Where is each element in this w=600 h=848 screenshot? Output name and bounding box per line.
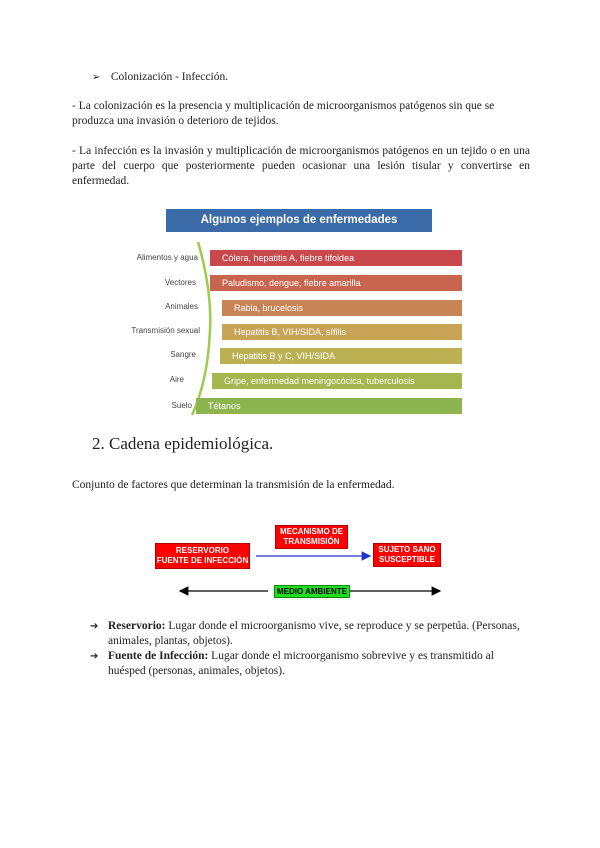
disease-bar: Paludismo, dengue, fiebre amarilla	[210, 275, 462, 291]
disease-bar: Gripe, enfermedad meningocócica, tuberculosis	[212, 373, 462, 389]
reservoir-box	[155, 543, 250, 569]
environment-box: MEDIO AMBIENTE	[274, 585, 350, 598]
mechanism-label-1: MECANISMO DE	[279, 527, 344, 536]
category-label: Transmisión sexual	[131, 326, 200, 335]
source-text: Lugar donde el microorganismo sobrevive y es transmitido al huésped (personas, animales, objetos).	[108, 650, 494, 677]
section-intro: Conjunto de factores que determinan la transmisión de la enfermedad.	[72, 479, 395, 491]
disease-bar: Hepatitis B, VIH/SIDA, sífilis	[222, 324, 462, 340]
mechanism-box	[275, 525, 348, 549]
reservoir-definition	[90, 619, 530, 649]
subject-box	[373, 543, 441, 567]
colonization-paragraph: - La colonización es la presencia y multiplicación de microorganismos patógenos sin que se produzca una invasión o deterioro de tejidos.	[72, 100, 495, 127]
source-definition	[90, 649, 530, 679]
bullet-arrow-icon: ➢	[92, 72, 101, 83]
category-label: Animales	[165, 302, 198, 311]
category-label: Aire	[169, 375, 184, 384]
disease-bar: Hepatitis B y C, VIH/SIDA	[220, 348, 462, 364]
disease-bar: Cólera, hepatitis A, fiebre tifoidea	[210, 250, 462, 266]
disease-bar: Rabia, brucelosis	[222, 300, 462, 316]
subject-label-2: SUSCEPTIBLE	[378, 555, 435, 564]
infographic-title: Algunos ejemplos de enfermedades transmisibles	[166, 209, 432, 232]
subject-label-1: SUJETO SANO	[378, 545, 436, 554]
arrow-right-icon: ➔	[90, 621, 99, 632]
source-term: Fuente de Infección:	[108, 650, 209, 662]
infection-paragraph: - La infección es la invasión y multiplicación de microorganismos patógenos en un tejido o en una parte del cuerpo que posteriormente pueden ocasionar una lesión tisular y convertirse en enfermedad.	[72, 145, 530, 187]
category-label: Suelo	[171, 401, 192, 410]
bullet-text: Colonización - Infección.	[110, 71, 229, 83]
source-label: FUENTE DE INFECCIÓN	[156, 556, 249, 565]
reservoir-label: RESERVORIO	[175, 546, 230, 555]
section-heading: 2. Cadena epidemiológica.	[92, 434, 274, 453]
arrow-right-icon: ➔	[90, 651, 99, 662]
mechanism-label-2: TRANSMISIÓN	[283, 537, 340, 546]
category-label: Vectores	[164, 278, 196, 287]
disease-bar: Tétanos	[196, 398, 462, 414]
category-label: Alimentos y agua	[136, 253, 198, 262]
reservoir-term: Reservorio:	[108, 620, 166, 632]
category-label: Sangre	[170, 350, 196, 359]
reservoir-text: Lugar donde el microorganismo vive, se reproduce y se perpetúa. (Personas, animales, plantas, objetos).	[108, 620, 520, 647]
